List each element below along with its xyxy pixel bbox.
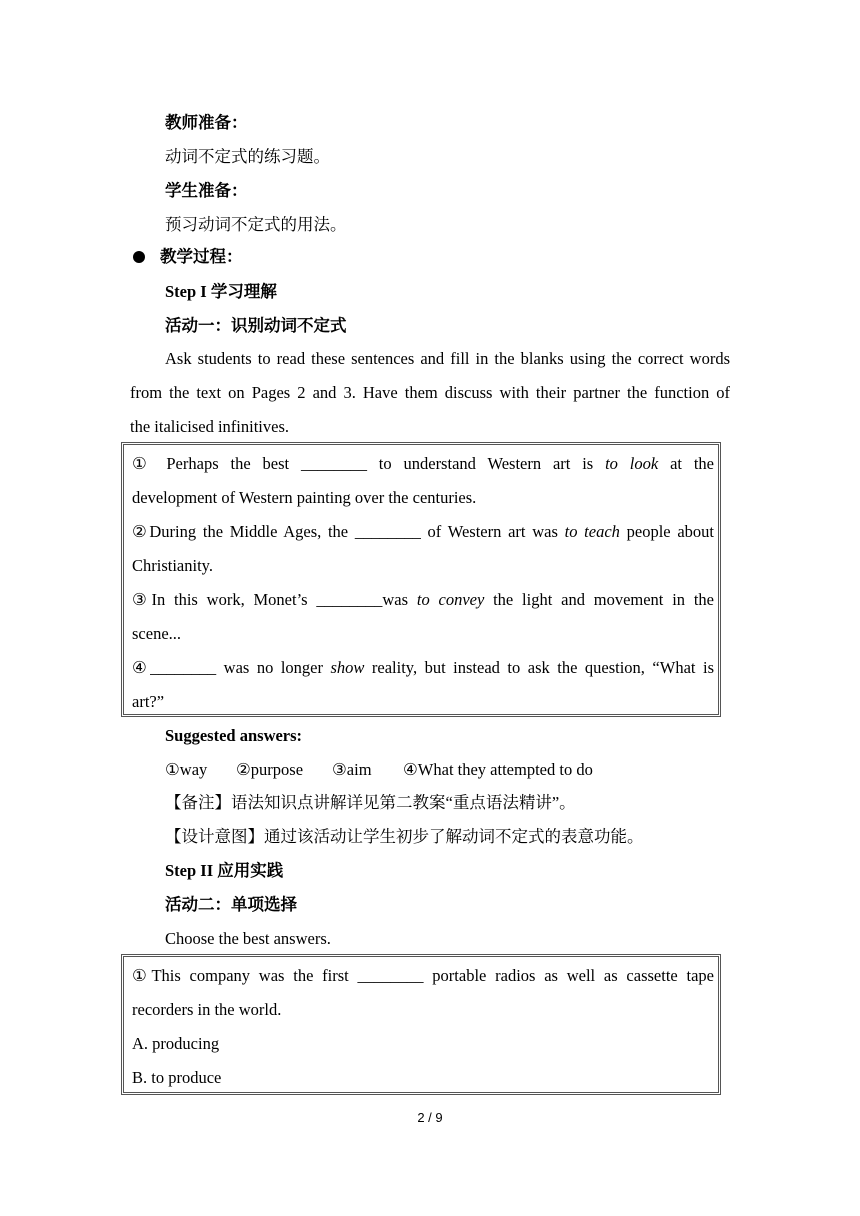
bullet-icon <box>133 251 145 263</box>
option-a: A. producing <box>132 1034 220 1053</box>
sentence-2-line-2: Christianity. <box>132 556 213 575</box>
answer-4: ④What they attempted to do <box>403 760 593 779</box>
suggested-answers-heading: Suggested answers: <box>165 726 303 745</box>
process-heading: 教学过程： <box>160 247 243 266</box>
sentence-2-line-1: ②During the Middle Ages, the ________ of Western art was to teach people about <box>132 522 714 541</box>
sentence-3-line-1: ③In this work, Monet’s ________was to convey the light and movement in the <box>132 590 714 609</box>
intro-line-2: from the text on Pages 2 and 3. Have them discuss with their partner the function of <box>130 383 730 402</box>
intro-line-1: Ask students to read these sentences and fill in the blanks using the correct words <box>165 349 730 368</box>
question-1-line-1: ①This company was the first ________ portable radios as well as cassette tape <box>132 966 714 985</box>
page-number: 2 / 9 <box>417 1110 443 1125</box>
answer-1: ①way <box>165 760 208 779</box>
step2-title: Step II 应用实践 <box>165 861 284 880</box>
activity1-title: 活动一：识别动词不定式 <box>165 316 347 335</box>
teacher-prep-heading: 教师准备： <box>165 113 248 132</box>
sentence-4-line-2: art?” <box>132 692 165 711</box>
answer-3: ③aim <box>332 760 372 779</box>
teacher-prep-text: 动词不定式的练习题。 <box>165 147 330 166</box>
activity2-title: 活动二：单项选择 <box>165 895 297 914</box>
sentence-4-line-1: ④________ was no longer show reality, but instead to ask the question, “What is <box>132 658 714 677</box>
student-prep-text: 预习动词不定式的用法。 <box>165 215 347 234</box>
sentence-1-line-1: ① Perhaps the best ________ to understand Western art is to look at the <box>132 454 714 473</box>
exercise-box-1 <box>121 442 721 717</box>
note-text: 【备注】语法知识点讲解详见第二教案“重点语法精讲”。 <box>165 793 576 812</box>
suggested-answers <box>165 760 593 780</box>
intro-line-3: the italicised infinitives. <box>130 417 290 436</box>
student-prep-heading: 学生准备： <box>165 181 248 200</box>
step1-title: Step I 学习理解 <box>165 282 277 301</box>
sentence-3-line-2: scene... <box>132 624 182 643</box>
option-b: B. to produce <box>132 1068 222 1087</box>
design-intent-text: 【设计意图】通过该活动让学生初步了解动词不定式的表意功能。 <box>165 827 644 846</box>
question-1-line-2: recorders in the world. <box>132 1000 282 1019</box>
exercise-box-2 <box>121 954 721 1095</box>
activity2-instruction: Choose the best answers. <box>165 929 331 948</box>
answer-2: ②purpose <box>236 760 304 779</box>
sentence-1-line-2: development of Western painting over the centuries. <box>132 488 477 507</box>
